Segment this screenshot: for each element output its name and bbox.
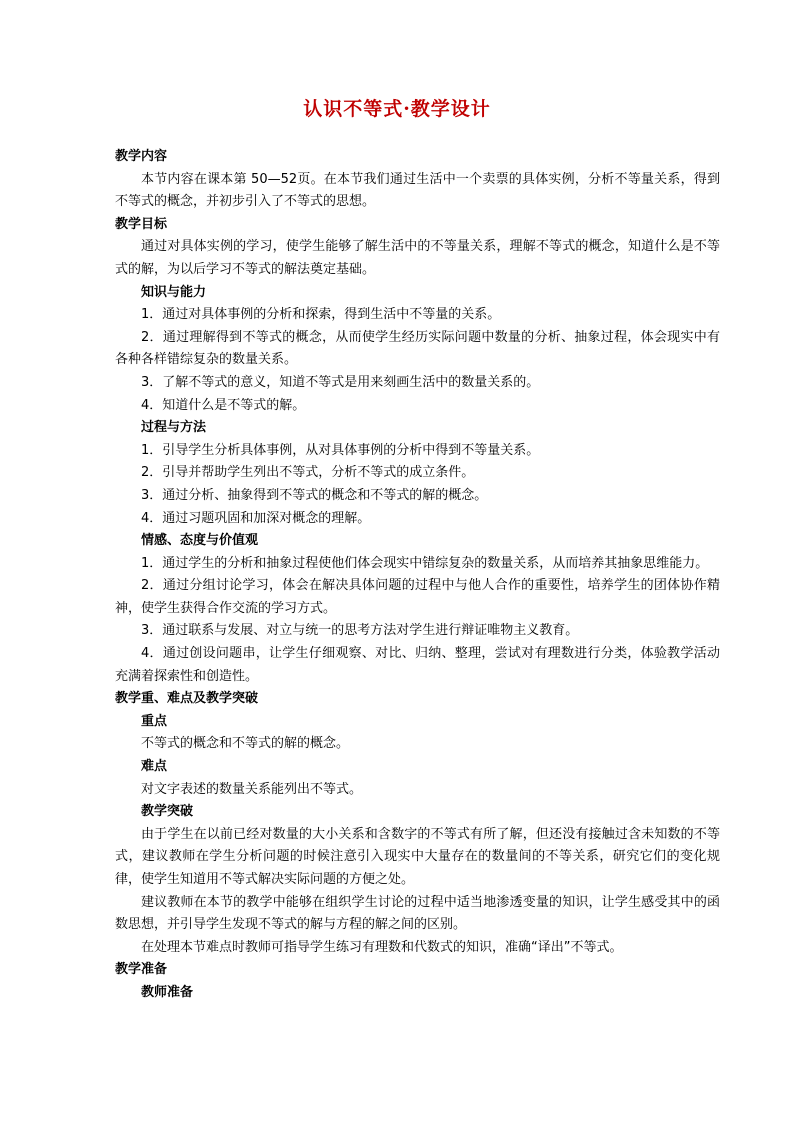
list-item: 3．通过分析、抽象得到不等式的概念和不等式的解的概念。 bbox=[141, 487, 488, 503]
list-item: 3．通过联系与发展、对立与统一的思考方法对学生进行辩证唯物主义教育。 bbox=[141, 623, 579, 639]
section-heading-goals: 教学目标 bbox=[115, 216, 168, 232]
list-item: 2．引导并帮助学生列出不等式，分析不等式的成立条件。 bbox=[141, 465, 475, 481]
subheading-teacher-prep: 教师准备 bbox=[141, 984, 194, 1000]
list-item: 4．通过创设问题串，让学生仔细观察、对比、归纳、整理，尝试对有理数进行分类，体验教学活动充满着探索性和创造性。 bbox=[115, 646, 720, 684]
subheading-attitude: 情感、态度与价值观 bbox=[141, 533, 259, 549]
list-item: 1．通过对具体事例的分析和探索，得到生活中不等量的关系。 bbox=[141, 307, 501, 323]
section-heading-key: 教学重、难点及教学突破 bbox=[115, 691, 259, 707]
subheading-focus: 重点 bbox=[141, 713, 168, 729]
section-heading-prep: 教学准备 bbox=[115, 962, 168, 978]
list-item: 4．通过习题巩固和加深对概念的理解。 bbox=[141, 510, 371, 526]
list-item: 1．通过学生的分析和抽象过程使他们体会现实中错综复杂的数量关系，从而培养其抽象思维能力。 bbox=[141, 555, 709, 571]
difficulty-paragraph: 对文字表述的数量关系能列出不等式。 bbox=[141, 781, 363, 797]
list-item: 2．通过理解得到不等式的概念，从而使学生经历实际问题中数量的分析、抽象过程，体会现实中有各种各样错综复杂的数量关系。 bbox=[115, 329, 720, 368]
list-item: 2．通过分组讨论学习，体会在解决具体问题的过程中与他人合作的重要性，培养学生的团体协作精神，使学生获得合作交流的学习方式。 bbox=[115, 578, 720, 616]
subheading-difficulty: 难点 bbox=[141, 759, 168, 775]
breakthrough-paragraph: 由于学生在以前已经对数量的大小关系和含数字的不等式有所了解，但还没有接触过含未知数的不等式，建议教师在学生分析问题的时候注意引入现实中大量存在的数量间的不等关系，研究它们的变化规律，使学生知道用不等式解决实际问题的方便之处。 bbox=[115, 826, 720, 887]
focus-paragraph: 不等式的概念和不等式的解的概念。 bbox=[141, 736, 350, 752]
content-paragraph: 本节内容在课本第 50—52页。在本节我们通过生活中一个卖票的具体实例，分析不等量关系，得到不等式的概念，并初步引入了不等式的思想。 bbox=[115, 171, 720, 210]
document-title: 认识不等式·教学设计 bbox=[303, 98, 491, 120]
goals-paragraph: 通过对具体实例的学习，使学生能够了解生活中的不等量关系，理解不等式的概念，知道什么是不等式的解，为以后学习不等式的解法奠定基础。 bbox=[115, 239, 720, 277]
subheading-process: 过程与方法 bbox=[141, 420, 207, 436]
list-item: 1．引导学生分析具体事例，从对具体事例的分析中得到不等量关系。 bbox=[141, 442, 540, 458]
document-body bbox=[115, 146, 720, 1005]
list-item: 3．了解不等式的意义，知道不等式是用来刻画生活中的数量关系的。 bbox=[141, 374, 540, 390]
breakthrough-paragraph: 在处理本节难点时教师可指导学生练习有理数和代数式的知识，准确“译出”不等式。 bbox=[141, 939, 623, 955]
breakthrough-paragraph: 建议教师在本节的教学中能够在组织学生讨论的过程中适当地渗透变量的知识，让学生感受其中的函数思想，并引导学生发现不等式的解与方程的解之间的区别。 bbox=[115, 894, 720, 933]
section-heading-content: 教学内容 bbox=[115, 149, 168, 164]
subheading-knowledge: 知识与能力 bbox=[141, 284, 207, 300]
subheading-breakthrough: 教学突破 bbox=[141, 804, 194, 820]
list-item: 4．知道什么是不等式的解。 bbox=[141, 397, 306, 413]
